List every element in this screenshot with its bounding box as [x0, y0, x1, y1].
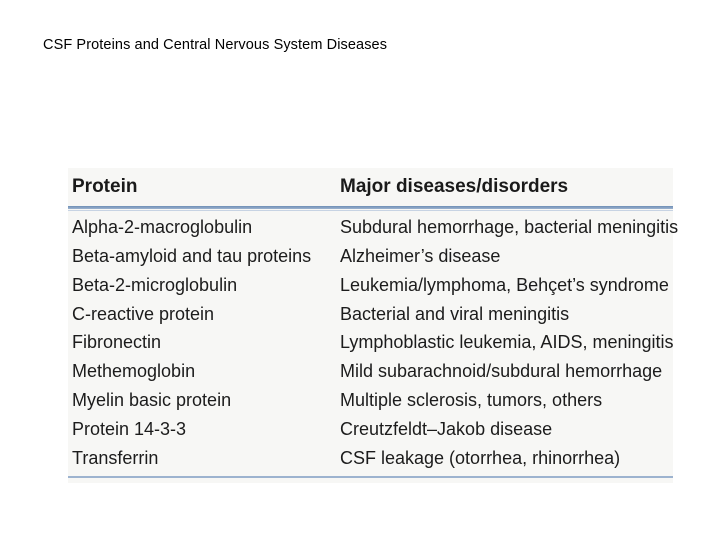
protein-cell: Transferrin — [72, 448, 159, 468]
protein-disease-table — [68, 168, 679, 483]
table-row — [68, 300, 673, 329]
disease-cell: Lymphoblastic leukemia, AIDS, meningitis — [340, 332, 674, 352]
column-header-protein: Protein — [72, 176, 138, 197]
disease-cell: Alzheimer’s disease — [340, 246, 501, 266]
table-row — [68, 328, 673, 357]
disease-cell: Mild subarachnoid/subdural hemorrhage — [340, 361, 663, 381]
protein-cell: Alpha-2-macroglobulin — [72, 217, 253, 237]
column-header-diseases: Major diseases/disorders — [340, 176, 569, 197]
protein-cell: C-reactive protein — [72, 304, 215, 324]
protein-cell: Beta-amyloid and tau proteins — [72, 246, 312, 266]
disease-cell: Creutzfeldt–Jakob disease — [340, 419, 553, 439]
disease-cell: CSF leakage (otorrhea, rhinorrhea) — [340, 448, 621, 468]
table-row — [68, 386, 673, 415]
slide-title: CSF Proteins and Central Nervous System Diseases — [43, 37, 388, 53]
table-row — [68, 271, 673, 300]
disease-cell: Multiple sclerosis, tumors, others — [340, 390, 603, 410]
table-row — [68, 357, 673, 386]
protein-cell: Beta-2-microglobulin — [72, 275, 238, 295]
disease-cell: Bacterial and viral meningitis — [340, 304, 570, 324]
table-row — [68, 415, 673, 444]
table-row — [68, 242, 673, 271]
protein-cell: Myelin basic protein — [72, 390, 232, 410]
protein-cell: Protein 14-3-3 — [72, 419, 187, 439]
header-rule-secondary — [68, 210, 673, 211]
disease-cell: Subdural hemorrhage, bacterial meningitis — [340, 217, 679, 237]
table-row — [68, 213, 679, 242]
table-row — [68, 444, 673, 473]
header-rule — [68, 206, 673, 209]
bottom-rule — [68, 476, 673, 478]
protein-cell: Fibronectin — [72, 332, 162, 352]
protein-cell: Methemoglobin — [72, 361, 196, 381]
disease-cell: Leukemia/lymphoma, Behçet’s syndrome — [340, 275, 669, 295]
